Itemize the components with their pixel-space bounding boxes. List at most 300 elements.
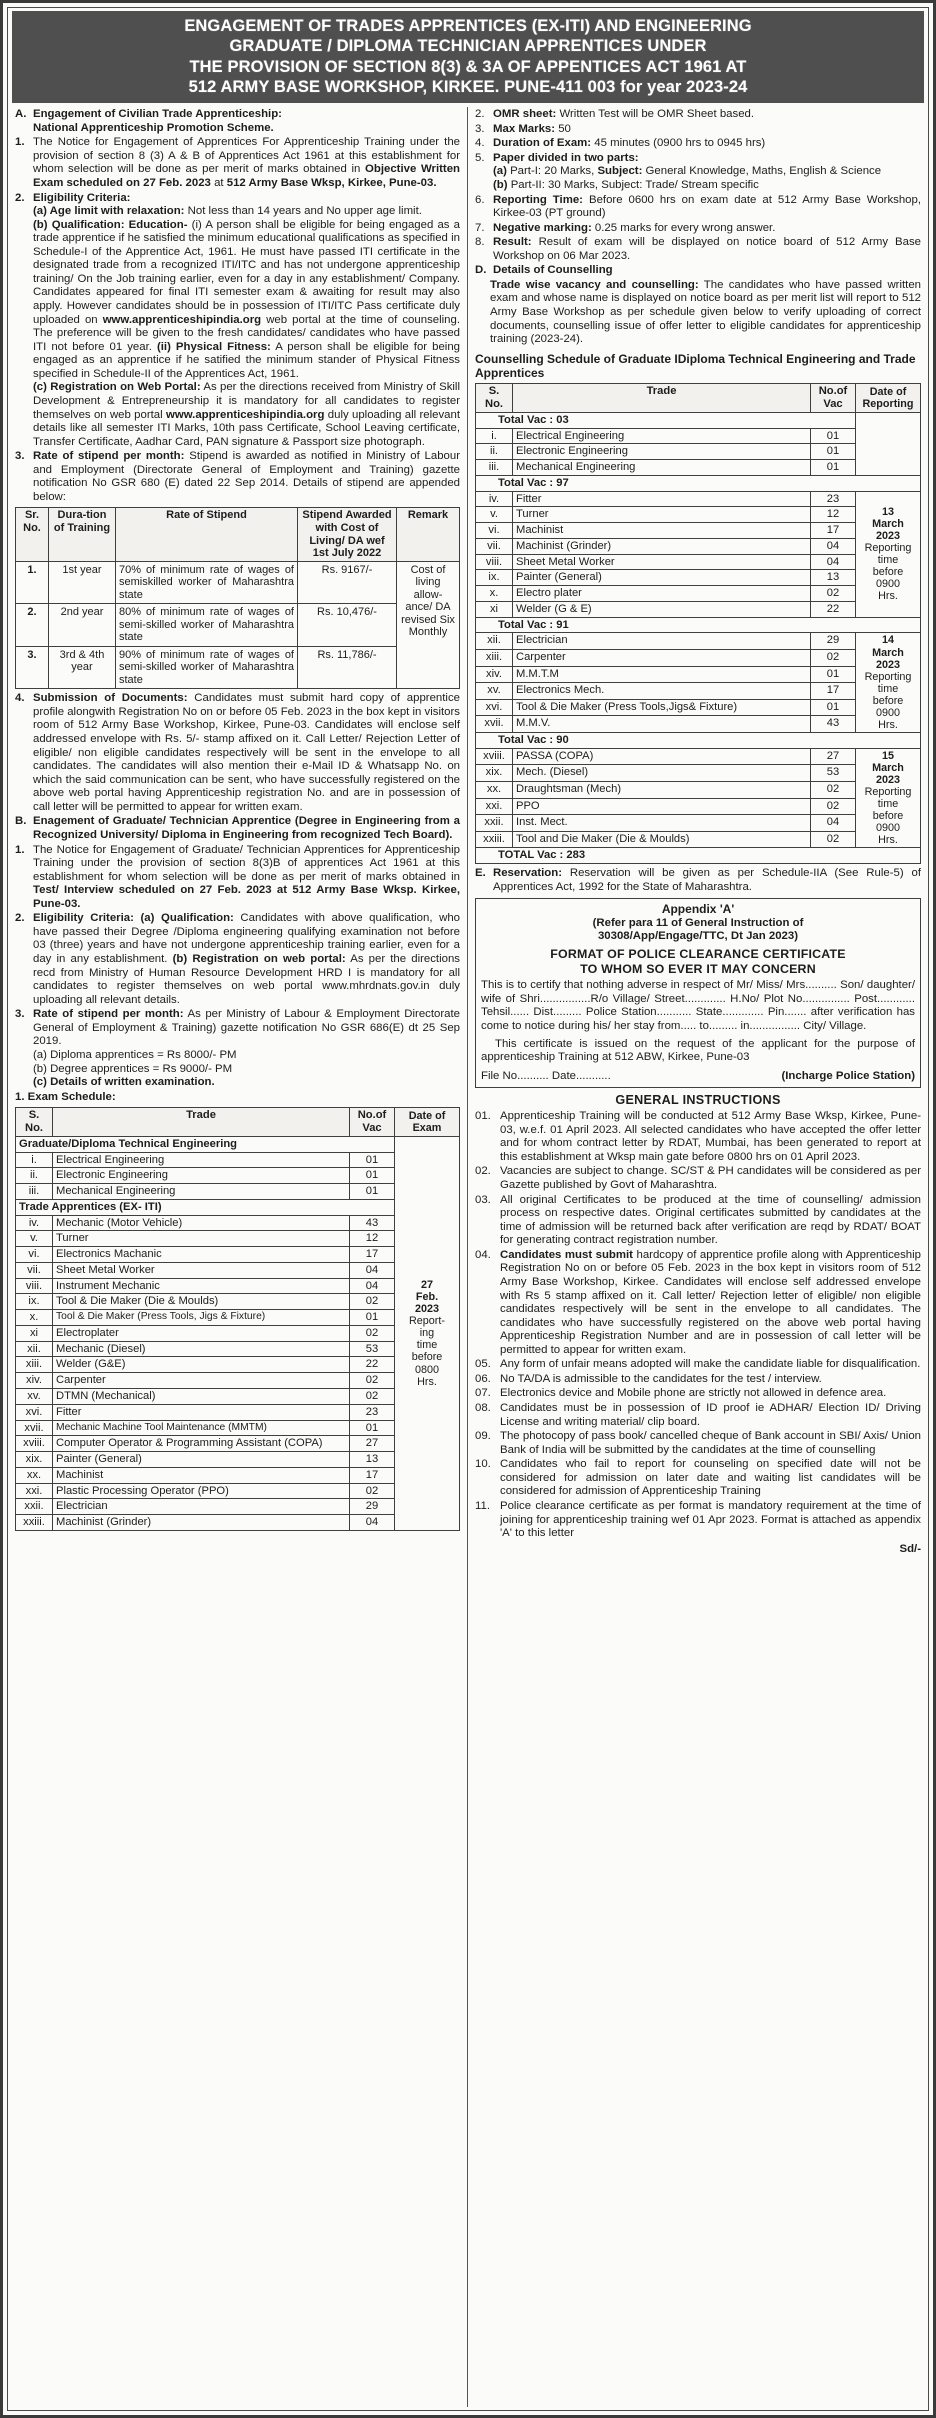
exam-sn: xv. — [16, 1389, 53, 1405]
general-instruction-item — [475, 1358, 921, 1372]
exam-trade: Tool & Die Maker (Press Tools, Jigs & Fixture) — [53, 1310, 350, 1326]
section-b-marker: B. — [15, 815, 27, 828]
table-row — [16, 1420, 460, 1436]
c2-rep4: 0900 — [875, 578, 901, 591]
counselling-sn: xiv. — [476, 666, 513, 683]
counselling-trade: Painter (General) — [513, 570, 811, 586]
counselling-vac: 01 — [811, 428, 856, 444]
exam-trade: Mechanical Engineering — [53, 1184, 350, 1200]
counselling-vac: 02 — [811, 650, 856, 667]
exam-th-trade: Trade — [53, 1108, 350, 1137]
age-limit-text: Not less than 14 years and No upper age limit. — [184, 205, 422, 218]
counselling-trade: Electronic Engineering — [513, 444, 811, 460]
item-c7 — [475, 222, 921, 236]
item-c6-marker: 6. — [475, 193, 485, 206]
section-a-title-line1: Engagement of Civilian Trade Apprenticeship: — [33, 108, 282, 121]
table-row — [16, 1184, 460, 1200]
table-row — [16, 1325, 460, 1341]
counselling-sn: ii. — [476, 444, 513, 460]
table-row — [16, 1168, 460, 1184]
stipend-table — [15, 507, 460, 689]
stipend-duration: 2nd year — [49, 604, 116, 647]
omr-sheet-text: Written Test will be OMR Sheet based. — [556, 108, 755, 121]
item-c8-body — [493, 236, 921, 263]
c3-year: 2023 — [875, 658, 901, 671]
submission-documents-text: Candidates must submit hard copy of apprentice profile alongwith Registration No on or before 05 Feb. 2023 in the box kept in visitors room of 512 Army Base Workshop, Kirkee, Pune-03. Candidates will enclose self addressed envelope with Rs. 5/- stamp affixed on it. Call Letter/ Rejection Letter of eligible/ non eligible candidates respectively will be sent in the envelope to all candidates. The candidates will also mention their e-Mail ID & Whatsapp No. on which the said communication can be sent, who have successfully registered on the above web portal having Apprenticeship registration No. and are in possession of call letter will be permitted to appear for written exam. — [33, 692, 460, 813]
stipend-rate-label: Rate of stipend per month: — [33, 450, 185, 463]
stipend-th-remark: Remark — [397, 508, 460, 561]
exam-trade: Tool & Die Maker (Die & Moulds) — [53, 1294, 350, 1310]
counselling-date-1 — [856, 412, 921, 475]
exam-trade: Machinist — [53, 1467, 350, 1483]
item-c3-body — [493, 123, 921, 137]
exam-vac: 04 — [350, 1515, 395, 1531]
table-row — [16, 1215, 460, 1231]
item-c5-body — [493, 152, 921, 193]
exam-trade: Mechanic (Diesel) — [53, 1341, 350, 1357]
exam-sn: xxii. — [16, 1499, 53, 1515]
c4-rep1: Reporting — [864, 786, 912, 799]
exam-th-vac: No.of Vac — [350, 1108, 395, 1137]
stipend-amount: Rs. 10,476/- — [298, 604, 397, 647]
exam-group-trade: Trade Apprentices (EX- ITI) — [16, 1199, 395, 1215]
exam-trade: Computer Operator & Programming Assistant (COPA) — [53, 1436, 350, 1452]
physical-fitness-text: A person shall be eligible for being engaged as an apprentice if he satified the minimum stander of Physical Fitness specified in Schedule-II of the Apprentices Act, 1961. — [33, 340, 460, 380]
exam-vac: 17 — [350, 1467, 395, 1483]
exam-trade: Turner — [53, 1231, 350, 1247]
item-a2-body — [33, 192, 460, 450]
counselling-sn: vii. — [476, 538, 513, 554]
table-row — [476, 699, 921, 716]
counselling-table-header-row — [476, 384, 921, 413]
counselling-trade: Machinist (Grinder) — [513, 538, 811, 554]
gi-marker: 11. — [475, 1499, 490, 1512]
grad-eligibility-label: Eligibility Criteria: (a) Qualification: — [33, 912, 234, 925]
c4-rep4: 0900 — [875, 822, 901, 835]
counselling-sn: xii. — [476, 633, 513, 650]
gi-marker: 02. — [475, 1165, 491, 1178]
table-row — [16, 1262, 460, 1278]
item-b1-bold-test: Test/ Interview scheduled on 27 Feb. 2023 at 512 Army Base Wksp. Kirkee, Pune-03. — [33, 884, 460, 910]
counselling-vac: 04 — [811, 554, 856, 570]
counselling-total-4: Total Vac : 90 — [476, 733, 921, 749]
counselling-vac: 02 — [811, 782, 856, 799]
table-row — [476, 554, 921, 570]
counselling-trade: Machinist — [513, 523, 811, 539]
table-row — [476, 460, 921, 476]
table-row — [476, 765, 921, 782]
exam-sn: iv. — [16, 1215, 53, 1231]
c2-rep2: time — [877, 554, 899, 567]
exam-vac: 02 — [350, 1294, 395, 1310]
exam-report-6: Hrs. — [417, 1375, 437, 1388]
counselling-trade: M.M.V. — [513, 716, 811, 733]
exam-report-3: time — [416, 1339, 438, 1352]
item-a4-marker: 4. — [15, 692, 25, 705]
gi-marker: 01. — [475, 1110, 491, 1123]
section-e — [475, 867, 921, 894]
exam-trade: Electronic Engineering — [53, 1168, 350, 1184]
banner-line-4: 512 ARMY BASE WORKSHOP, KIRKEE. PUNE-411 003 for year 2023-24 — [188, 77, 748, 96]
exam-vac: 43 — [350, 1215, 395, 1231]
exam-schedule-table — [15, 1107, 460, 1531]
section-e-body — [493, 867, 921, 894]
counselling-trade: Electrical Engineering — [513, 428, 811, 444]
stipend-th-awarded: Stipend Awarded with Cost of Living/ DA wef 1st July 2022 — [298, 508, 397, 561]
exam-date-day: 27 — [420, 1278, 433, 1291]
gi-text: Apprenticeship Training will be conducted at 512 Army Base Wksp, Kirkee, Pune-03, w.e.f. 01 April 2023. All selected candidates who have accepted the offer letter and for whom contract letter by RDAT, Mumbai, has been generated to report at this establishment at Wksp main gate before 0800 hrs on 01 April 2023. — [500, 1110, 921, 1163]
item-b1-text: The Notice for Engagement of Graduate/ Technician Apprentices for Apprenticeship Training under the provision of section 8(3)B of apprentices Act 1961 at this establishment for whom selection will be done as per merit of marks obtained in — [33, 843, 460, 883]
exam-report-5: 0800 — [414, 1363, 440, 1376]
exam-sn: x. — [16, 1310, 53, 1326]
exam-group-graduate: Graduate/Diploma Technical Engineering — [16, 1136, 395, 1152]
counselling-vac: 01 — [811, 699, 856, 716]
exam-sn: vii. — [16, 1262, 53, 1278]
item-a3 — [15, 450, 460, 504]
banner-line-3: THE PROVISION OF SECTION 8(3) & 3A OF APPENTICES ACT 1961 AT — [189, 57, 747, 76]
exam-th-sno: S. No. — [16, 1108, 53, 1137]
exam-sn: v. — [16, 1231, 53, 1247]
section-a-title — [33, 108, 460, 135]
age-limit-label: (a) Age limit with relaxation: — [33, 205, 185, 218]
counselling-trade: Sheet Metal Worker — [513, 554, 811, 570]
stipend-sr: 1. — [16, 561, 49, 604]
omr-sheet-label: OMR sheet: — [493, 108, 557, 121]
gi-marker: 03. — [475, 1193, 491, 1206]
exam-vac: 02 — [350, 1389, 395, 1405]
counselling-vac: 02 — [811, 798, 856, 815]
counselling-trade: Electronics Mech. — [513, 683, 811, 700]
counselling-sn: xvii. — [476, 716, 513, 733]
paper-parts-label: Paper divided in two parts: — [493, 151, 639, 164]
exam-report-1: Report- — [408, 1315, 445, 1328]
exam-vac: 02 — [350, 1483, 395, 1499]
item-c2 — [475, 108, 921, 122]
exam-trade: DTMN (Mechanical) — [53, 1389, 350, 1405]
counselling-vac: 01 — [811, 460, 856, 476]
stipend-rate: 80% of minimum rate of wages of semi-skilled worker of Maharashtra state — [116, 604, 298, 647]
c2-day: 13 — [881, 505, 894, 518]
table-group-row — [476, 733, 921, 749]
table-row — [16, 1373, 460, 1389]
gi-text: Candidates who fail to report for counseling on specified date will not be considered for admission on later date and waiting list candidates will be considered for admission of Apprenticeship Training — [500, 1458, 921, 1498]
general-instruction-item — [475, 1430, 921, 1457]
table-row — [16, 1404, 460, 1420]
counselling-vac: 04 — [811, 815, 856, 832]
counselling-trade: Tool and Die Maker (Die & Moulds) — [513, 831, 811, 848]
counselling-trade: PPO — [513, 798, 811, 815]
item-c7-body — [493, 222, 921, 236]
table-row — [16, 1452, 460, 1468]
exam-trade: Instrument Mechanic — [53, 1278, 350, 1294]
qualification-label: (b) Qualification: Education- — [33, 218, 188, 231]
gi-text: hardcopy of apprentice profile along with Apprenticeship Registration No on or before 05 Feb. 2023 in the box kept in visitors room of 512 Army Base Workshop, Kirkee. Candidates will enclose self addressed envelope with Rs 5 stamp affixed on it. Call letter/ Rejection letter of eligible/ non eligible candidates respectively will be sent in the envelope to all candidates. The candidates who have successfully registered on the above web portal having Apprenticeship Registration Number and are in possession of call letter will be permitted to appear for written exam. — [500, 1248, 922, 1356]
part-1-text: Part-I: 20 Marks, — [506, 165, 598, 178]
exam-sn: vi. — [16, 1247, 53, 1263]
item-c3-marker: 3. — [475, 122, 485, 135]
stipend-rate: 90% of minimum rate of wages of semi-skilled worker of Maharashtra state — [116, 646, 298, 689]
exam-sn: xx. — [16, 1467, 53, 1483]
part-1-subjects: General Knowledge, Maths, English & Science — [642, 165, 882, 178]
max-marks-label: Max Marks: — [493, 122, 556, 135]
grad-eligibility-text: Candidates with above qualification, who have passed their Degree /Diploma engineering qualifying examination not before 03 (three) years and have not undergone apprenticeship training earlier, even for a day in any establishment. — [33, 912, 460, 966]
counselling-sn: i. — [476, 428, 513, 444]
gi-marker: 07. — [475, 1387, 491, 1400]
diploma-stipend-line: (a) Diploma apprentices = Rs 8000/- PM — [33, 1048, 237, 1061]
item-c8 — [475, 236, 921, 263]
exam-vac: 22 — [350, 1357, 395, 1373]
duration-exam-value: 45 minutes (0900 hrs to 0945 hrs) — [591, 137, 766, 150]
counselling-trade: Draughtsman (Mech) — [513, 782, 811, 799]
counselling-sn: xix. — [476, 765, 513, 782]
table-row — [476, 633, 921, 650]
counselling-sn: vi. — [476, 523, 513, 539]
item-a2-marker: 2. — [15, 191, 25, 204]
exam-report-2: ing — [419, 1327, 435, 1340]
c3-rep4: 0900 — [875, 706, 901, 719]
counselling-trade: Inst. Mect. — [513, 815, 811, 832]
written-exam-details-line: (c) Details of written examination. — [33, 1076, 215, 1089]
banner-line-2: GRADUATE / DIPLOMA TECHNICIAN APPRENTICES UNDER — [229, 37, 707, 56]
web-registration-text-2: duly uploading all relevant details like all semester ITI Marks, 10th pass Certificate, School Leaving certificate, Transfer Certificate, Aadhar Card, PAN signature & Passport size photograph. — [33, 408, 460, 448]
item-a1-bold-exam: Objective Written Exam scheduled on 27 Feb. 2023 — [33, 163, 460, 189]
stipend-rate-text: Stipend is awarded as notified in Ministry of Labour and Employment (Directorate General of Employment and Training) gazette notification No GSR 680 (E) dated 22 Sep 2014. Details of stipend are appended below: — [33, 450, 460, 503]
appendix-body: This is to certify that nothing adverse in respect of Mr/ Miss/ Mrs.......... Son/ daughter/ wife of Shri................R/o Village/ Street............. H.No/ Plot No............... Post............ Tehsil...... Dist......... Police Station........... State............. Pin....... after verification has come to notice during his/ her stay from..... to......... in................ City/ Village. — [481, 979, 915, 1032]
item-a1-body — [33, 136, 460, 190]
counselling-vac: 04 — [811, 538, 856, 554]
gi-text: All original Certificates to be produced at the time of counselling/ admission process on respective dates. Original certificates submitted by candidates at the time of admission will be returned back after verification are reqd by RDAT/ BOAT for generating contract registration number. — [500, 1193, 921, 1247]
stipend-duration: 1st year — [49, 561, 116, 604]
c4-year: 2023 — [875, 774, 901, 787]
stipend-rate: 70% of minimum rate of wages of semiskilled worker of Maharashtra state — [116, 561, 298, 604]
gi-marker: 08. — [475, 1402, 491, 1414]
c3-rep1: Reporting — [864, 670, 912, 683]
general-instructions-title: GENERAL INSTRUCTIONS — [615, 1093, 781, 1108]
counselling-vac: 12 — [811, 507, 856, 523]
table-row — [16, 1310, 460, 1326]
max-marks-value: 50 — [555, 122, 571, 135]
table-row — [16, 604, 460, 647]
counselling-sn: viii. — [476, 554, 513, 570]
item-c6 — [475, 194, 921, 221]
part-2-marker: (b) — [493, 178, 508, 191]
section-d-heading — [475, 264, 921, 278]
counselling-sn: xx. — [476, 782, 513, 799]
table-row — [476, 666, 921, 683]
gi-body — [500, 1249, 921, 1358]
item-a4-body — [33, 692, 460, 814]
counselling-th-sno: S. No. — [476, 384, 513, 413]
exam-vac: 01 — [350, 1152, 395, 1168]
grad-stipend-text: As per Ministry of Labour & Employment Directorate General of Employment & Training) gazette notification No GSR 686(E) dt 25 Sep 2019. — [33, 1008, 460, 1048]
part-2-text: Part-II: 30 Marks, Subject: Trade/ Stream specific — [507, 178, 759, 191]
table-total-row — [476, 848, 921, 864]
counselling-vac: 01 — [811, 444, 856, 460]
counselling-vac: 02 — [811, 831, 856, 848]
exam-date-month: Feb. — [415, 1291, 439, 1304]
item-c7-marker: 7. — [475, 221, 485, 234]
counselling-trade: Welder (G & E) — [513, 601, 811, 617]
c2-rep1: Reporting — [864, 542, 912, 555]
stipend-amount: Rs. 11,786/- — [298, 646, 397, 689]
table-row — [476, 798, 921, 815]
exam-sn: xxiii. — [16, 1515, 53, 1531]
counselling-total-2: Total Vac : 97 — [476, 475, 921, 491]
table-row — [16, 1389, 460, 1405]
table-row — [476, 586, 921, 602]
gi-text: Electronics device and Mobile phone are strictly not allowed in defence area. — [500, 1387, 887, 1400]
section-b-title: Enagement of Graduate/ Technician Apprentice (Degree in Engineering from a Recognized University/ Diploma in Engineering from recognized Tech Board). — [33, 815, 460, 841]
gi-text: Vacancies are subject to change. SC/ST & PH candidates will be considered as per Gazette published by Govt of Maharashtra. — [500, 1165, 921, 1191]
reporting-time-label: Reporting Time: — [493, 193, 583, 206]
table-row — [16, 1247, 460, 1263]
stipend-sr: 3. — [16, 646, 49, 689]
item-b1-body — [33, 844, 460, 912]
exam-vac: 13 — [350, 1452, 395, 1468]
table-group-row — [16, 1199, 460, 1215]
counselling-sn: v. — [476, 507, 513, 523]
item-a1-mid: at — [210, 176, 227, 189]
exam-trade: Machinist (Grinder) — [53, 1515, 350, 1531]
signature-line: Sd/- — [899, 1542, 921, 1555]
table-group-row — [16, 1136, 460, 1152]
negative-marking-text: 0.25 marks for every wrong answer. — [591, 221, 776, 234]
exam-sn: xvi. — [16, 1404, 53, 1420]
table-row — [476, 748, 921, 765]
exam-trade: Carpenter — [53, 1373, 350, 1389]
counselling-sn: xviii. — [476, 748, 513, 765]
counselling-vac: 13 — [811, 570, 856, 586]
item-b3 — [15, 1008, 460, 1089]
counselling-total-3: Total Vac : 91 — [476, 617, 921, 633]
qualification-text-2: web portal at the time of counseling. The preference will be given to the fresh candidates/ candidates who have passed ITI not before 01 year. — [33, 313, 460, 353]
general-instruction-item — [475, 1110, 921, 1164]
gi-marker: 10. — [475, 1458, 491, 1471]
counselling-trade: PASSA (COPA) — [513, 748, 811, 765]
exam-sn: xxi. — [16, 1483, 53, 1499]
section-d-marker: D. — [475, 264, 487, 277]
exam-vac: 17 — [350, 1247, 395, 1263]
trade-wise-vacancy-label: Trade wise vacancy and counselling: — [490, 278, 699, 291]
table-row — [476, 570, 921, 586]
appendix-title: Appendix 'A' — [661, 902, 735, 917]
exam-sn: xiii. — [16, 1357, 53, 1373]
counselling-vac: 22 — [811, 601, 856, 617]
exam-sn: ix. — [16, 1294, 53, 1310]
appendix-body-2: This certificate is issued on the request of the applicant for the purpose of apprenticeship Training at 512 ABW, Kirkee, Pune-03 — [481, 1037, 915, 1064]
counselling-trade: Carpenter — [513, 650, 811, 667]
counselling-trade: Electro plater — [513, 586, 811, 602]
gi-marker: 09. — [475, 1430, 491, 1443]
general-instruction-item — [475, 1458, 921, 1499]
counselling-vac: 27 — [811, 748, 856, 765]
exam-vac: 01 — [350, 1310, 395, 1326]
degree-stipend-line: (b) Degree apprentices = Rs 9000/- PM — [33, 1062, 233, 1075]
c2-month: March — [872, 517, 904, 530]
counselling-sn: xvi. — [476, 699, 513, 716]
web-registration-text: As per the directions received from Ministry of Skill Development & Entrepreneurship it is mandatory for all candidates to register themselves on web portal — [33, 381, 460, 421]
table-row — [476, 444, 921, 460]
table-group-row — [476, 412, 921, 428]
table-row — [476, 683, 921, 700]
item-b1-marker: 1. — [15, 843, 25, 856]
item-c4-body — [493, 137, 921, 151]
appendix-format-title-2: TO WHOM SO EVER IT MAY CONCERN — [580, 961, 816, 976]
c4-rep2: time — [877, 798, 899, 811]
general-instruction-item — [475, 1402, 921, 1429]
section-a-title-line2: National Apprenticeship Promotion Scheme. — [33, 121, 274, 134]
gi-text: No TA/DA is admissible to the candidates for the test / interview. — [500, 1372, 822, 1385]
section-a-heading — [15, 108, 460, 135]
counselling-vac: 02 — [811, 586, 856, 602]
trade-wise-vacancy-para — [475, 279, 921, 347]
exam-trade: Sheet Metal Worker — [53, 1262, 350, 1278]
gi-marker: 06. — [475, 1372, 491, 1385]
general-instruction-item — [475, 1500, 921, 1541]
table-row — [476, 523, 921, 539]
appendix-sub-2: 30308/App/Engage/TTC, Dt Jan 2023) — [597, 930, 799, 943]
gi-bold: Candidates must submit — [500, 1248, 633, 1261]
item-c3 — [475, 123, 921, 137]
table-group-row — [476, 475, 921, 491]
counselling-date-4 — [856, 748, 921, 848]
c3-day: 14 — [881, 634, 894, 647]
c4-rep3: before — [872, 810, 904, 823]
part-1-marker: (a) — [493, 165, 507, 178]
table-row — [476, 716, 921, 733]
item-a1-text: The Notice for Engagement of Apprentices For Apprenticeship Training under the provision of section 8 (3) A & B of Apprentices Act 1961 at this establishment for whom selection will be done as per merit of marks obtained in — [33, 136, 460, 176]
general-instruction-item — [475, 1373, 921, 1387]
exam-trade: Fitter — [53, 1404, 350, 1420]
general-instruction-item — [475, 1194, 921, 1248]
gi-text: The photocopy of pass book/ cancelled cheque of Bank account in SBI/ Axis/ Union Bank of India will be submitted by the candidates at the time of counselling — [500, 1430, 921, 1456]
banner-line-1: ENGAGEMENT OF TRADES APPRENTICES (EX-ITI) AND ENGINEERING — [184, 17, 752, 35]
gi-text: Any form of unfair means adopted will make the candidate liable for disqualification. — [500, 1358, 921, 1371]
exam-vac: 29 — [350, 1499, 395, 1515]
c4-rep5: Hrs. — [878, 834, 898, 847]
section-b-heading — [15, 815, 460, 842]
item-c2-marker: 2. — [475, 108, 485, 121]
table-row — [476, 428, 921, 444]
table-row — [476, 650, 921, 667]
table-row — [16, 561, 460, 604]
exam-vac: 53 — [350, 1341, 395, 1357]
gi-marker: 04. — [475, 1248, 491, 1261]
appendix-signature: (Incharge Police Station) — [781, 1069, 915, 1082]
item-c2-body — [493, 108, 921, 122]
item-c5 — [475, 152, 921, 193]
exam-sn: xi — [16, 1325, 53, 1341]
exam-table-header-row — [16, 1108, 460, 1137]
c2-year: 2023 — [875, 529, 901, 542]
exam-vac: 23 — [350, 1404, 395, 1420]
counselling-trade: M.M.T.M — [513, 666, 811, 683]
table-row — [16, 1467, 460, 1483]
right-column — [468, 107, 924, 2407]
portal-link-1: www.apprenticeshipindia.org — [102, 313, 262, 326]
c2-rep3: before — [872, 566, 904, 579]
table-group-row — [476, 617, 921, 633]
table-row — [16, 1294, 460, 1310]
item-a4 — [15, 692, 460, 814]
c3-month: March — [872, 646, 904, 659]
negative-marking-label: Negative marking: — [493, 221, 592, 234]
counselling-th-vac: No.of Vac — [811, 384, 856, 413]
table-row — [476, 815, 921, 832]
result-label: Result: — [493, 236, 532, 249]
item-b3-marker: 3. — [15, 1008, 25, 1021]
table-row — [476, 601, 921, 617]
